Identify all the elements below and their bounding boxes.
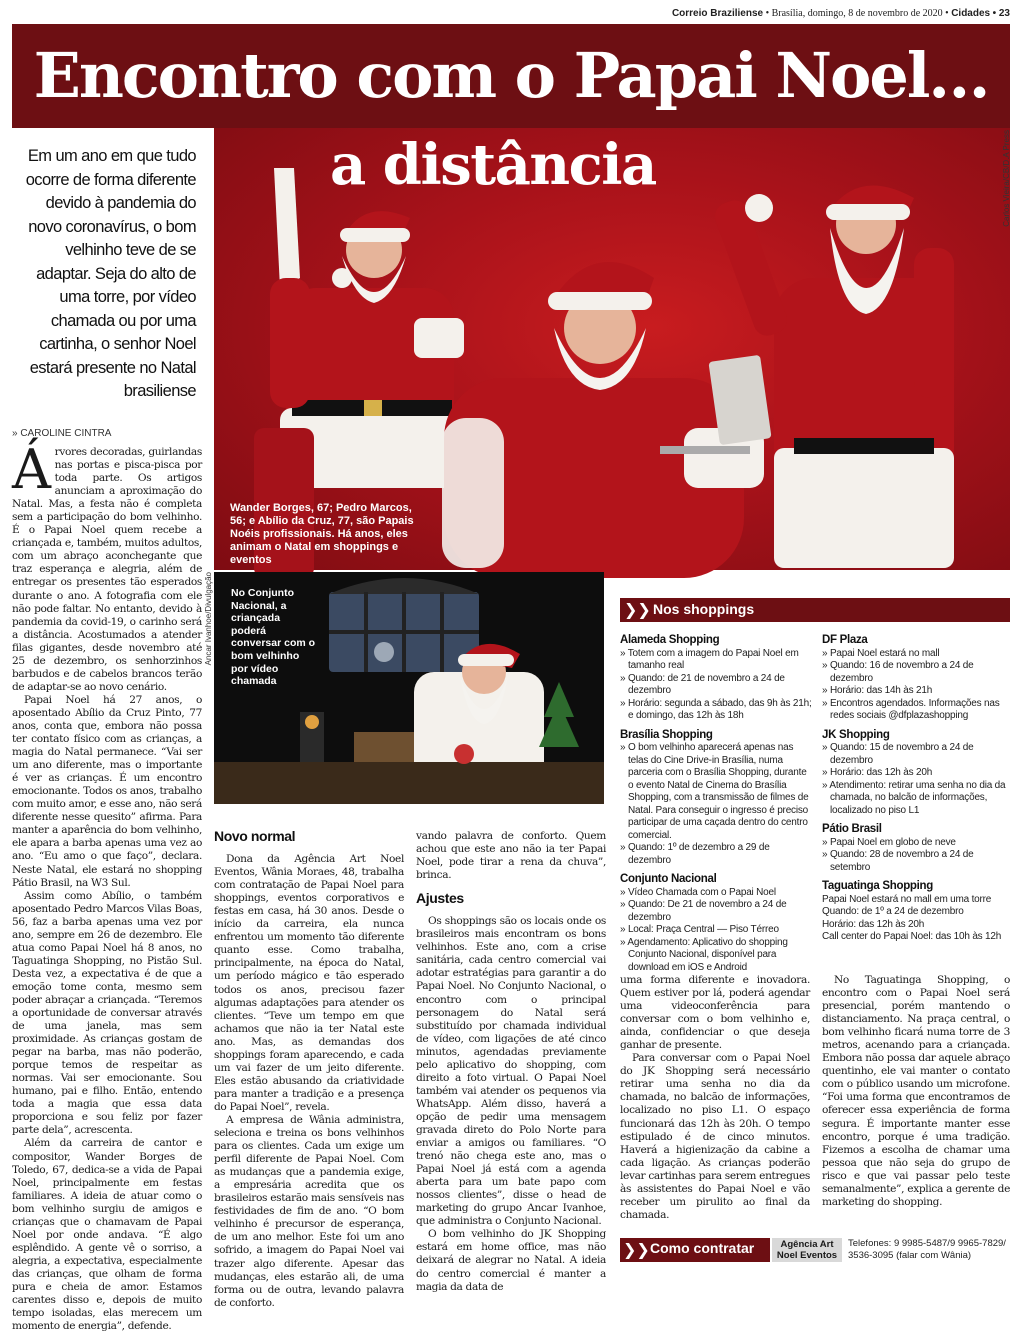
list-item: Call center do Papai Noel: das 10h às 12h [822, 931, 1002, 942]
paragraph: Assim como Abílio, o também aposentado Pedro Marcos Vilas Boas, 56, faz a barba apenas uma vez por ano, sempre em 26 de dezembro. Ele atua como Papai Noel há 8 anos, no Taguatinga Shopping, no Pistão Sul. Desta vez, a expectativa é de que a emoção tome conta, mesmo sem poder abraçar a criançada. “Teremos a oportunidade de conversar através de uma janela, mas sem proximidade. As crianças gostam de pegar na barba, mas não poderão, porque temos de respeitar as normas. Vai ser emocionante. Sou humano, pai e filho. Então, entendo toda a magia que essa data proporciona e sou feliz por fazer parte dela”, acrescenta. [12, 889, 202, 1137]
shopping-entry [822, 634, 1010, 723]
shopping-entry [822, 729, 1010, 818]
shopping-name: Taguatinga Shopping [822, 880, 933, 892]
shopping-name: DF Plaza [822, 634, 868, 646]
lede: Em um ano em que tudo ocorre de forma diferente devido à pandemia do novo coronavírus, o bom velhinho teve de se adaptar. Seja do alto de uma torre, por vídeo chamada ou por uma cartinha, o senhor Noel estará presente no Natal brasiliense [25, 147, 196, 400]
paragraph: A empresa de Wânia administra, seleciona e treina os bons velhinhos para os clientes. Cada um exige um perfil diferente de Papai Noel. Com as mudanças que a pandemia exige, a empresária acredita que os brasileiros estarão mais sensíveis nas festividades de fim de ano. “O bom velhinho é precursor de esperança, de um ano melhor. Este foi um ano sofrido, a imagem do Papai Noel vai trazer algo diferente. Apesar das mudanças, eles estarão ali, de uma forma ou de outra, levando palavra de conforto. [214, 1113, 404, 1309]
column-4 [620, 974, 810, 1234]
paragraph: O bom velhinho do JK Shopping estará em home office, mas não deixará de alegrar no Natal. A ideia do centro comercial é manter a magia da data de [416, 1228, 606, 1293]
paragraph: vando palavra de conforto. Quem achou que este ano não ia ter Papai Noel, pode tirar a rena da chuva”, brinca. [416, 830, 606, 882]
shopping-entry [822, 880, 1010, 944]
shopping-entry [620, 634, 812, 723]
headline: Encontro com o Papai Noel… [33, 39, 989, 112]
list-item: » Quando: 28 de novembro a 24 de setembro [822, 849, 974, 873]
column-1 [12, 438, 202, 1333]
conjunto-photo-caption: No Conjunto Nacional, a criançada poderá conversar com o bom velhinho por vídeo chamada [231, 587, 316, 688]
shopping-name: JK Shopping [822, 728, 890, 741]
paragraph: rvores decoradas, guirlandas nas portas e pisca-pisca por toda parte. Os artigos anunciam a aproximação do Natal. Mas, a festa não é completa sem a participação do bom velhinho. É o Papai Noel quem recebe a criançada e, também, muitos adultos, com um abraço aconchegante que traz esperança e alegria, além de entregar os presentes tão esperados durante o ano. A fotografia com ele não pode faltar. No entanto, devido à pandemia da covid-19, o carinho será a distância. Acostumados a atender filas gigantes, desde novembro até 25 de dezembro, os senhorzinhos barbudos e de cabelos brancos terão de adaptar-se ao novo cenário. [12, 446, 202, 693]
list-item: » Horário: das 14h às 21h [822, 685, 933, 696]
photo-credit-main: Carlos Vieira/CB/D.A Press [1002, 130, 1011, 227]
list-item: » Agendamento: Aplicativo do shopping Conjunto Nacional, disponível para download em iOS e Android [620, 936, 788, 973]
page-number: • 23 [992, 8, 1010, 19]
contratar-box-title: Como contratar [650, 1240, 755, 1256]
list-item: Quando: de 1º a 24 de dezembro [822, 906, 964, 917]
list-item: » Papai Noel em globo de neve [822, 836, 956, 848]
list-item: » Vídeo Chamada com o Papai Noel [620, 886, 776, 898]
shopping-entry [620, 873, 812, 974]
paper-name: Correio Braziliense [671, 8, 764, 19]
shopping-name: Brasília Shopping [620, 728, 713, 741]
list-item: Papai Noel estará no mall em uma torre [822, 893, 992, 905]
column-3 [416, 830, 606, 1293]
column-2 [214, 828, 404, 1309]
list-item: » Local: Praça Central — Piso Térreo [620, 924, 779, 935]
shopping-entry [620, 729, 812, 868]
column-5 [822, 974, 1010, 1234]
list-item: » Atendimento: retirar uma senha no dia da chamada, no balcão de informações, localizado no piso L1 [822, 779, 1006, 816]
list-item: » Encontros agendados. Informações nas redes sociais @dfplazashopping [822, 697, 1000, 721]
edition-date: • Brasília, domingo, 8 de novembro de 2020 • [765, 8, 949, 19]
shoppings-box-title: Nos shoppings [653, 601, 755, 617]
paragraph: No Taguatinga Shopping, o encontro com o Papai Noel será presencial, porém mantendo o distanciamento. Na praça central, o bom velhinho ficará numa torre de 3 metros, acenando para a criançada. Embora não possa dar aquele abraço quentinho, ele vai manter o contato com o público usando um microfone. “Foi uma forma que encontramos de oferecer essa experiência de forma segura. É importante manter esse encontro, porque é uma tradição. Fizemos a escolha de chamar uma pessoa que não seja do grupo de risco e que vai passar pelo teste semanalmente”, explica a gerente de marketing do shopping. [822, 974, 1010, 1208]
section-name: Cidades [951, 8, 991, 19]
list-item: » Totem com a imagem do Papai Noel em tamanho real [620, 647, 799, 671]
list-item: » O bom velhinho aparecerá apenas nas telas do Cine Drive-in Brasília, numa parceria com o Brasília Shopping, durante o evento Natal de Cinema do Brasília Shopping, com a transmissão de filmes de Natal. Para conseguir o ingresso é preciso participar de uma caçada dentro do centro comercial. [620, 742, 809, 841]
shopping-entry [822, 823, 1010, 874]
section-title-ajustes: Ajustes [416, 890, 464, 907]
santa-middle [442, 262, 772, 578]
list-item: » Horário: segunda a sábado, das 9h às 21h; e domingo, das 12h às 18h [620, 697, 812, 721]
chevron-icon: ❯❯ [624, 600, 651, 619]
running-head [672, 8, 1010, 19]
paragraph: Dona da Agência Art Noel Eventos, Wânia Moraes, 48, trabalha com contratação de Papai Noel para shoppings, eventos corporativos e festas em casa, há 30 anos. Desde o início da carreira, ela nunca enfrentou um momento tão diferente quanto esse. Como trabalha, principalmente, na época do Natal, um período mágico e tão esperado todos os anos, precisou fazer algumas adaptações para atender os clientes. “Teve um tempo em que achamos que não ia ter Natal este ano. Mas, as demandas dos shoppings foram aparecendo, e cada um vai fazer de um jeito diferente. Eles estão abusando da criatividade para manter a tradição e a presença do Papai Noel”, revela. [214, 853, 404, 1113]
shopping-name: Pátio Brasil [822, 823, 882, 835]
list-item: » Quando: De 21 de novembro a 24 de dezembro [620, 899, 787, 923]
chevron-icon: ❯❯ [623, 1240, 650, 1259]
list-item: » Quando: de 21 de novembro a 24 de dezembro [620, 672, 785, 696]
paragraph: Os shoppings são os locais onde os brasileiros mais encontram os bons velhinhos. Este ano, com a crise sanitária, cada centro comercial vai adotar estratégias para garantir a do Papai Noel. No Conjunto Nacional, o encontro com o principal personagem do Natal será substituído por chamada individual de vídeo, com ligações de até cinco minutos, agendadas previamente pelo aplicativo do shopping, com direito a foto virtual. O Papai Noel também vai atender os pequenos via WhatsApp. Além disso, haverá a opção de pedir uma mensagem gravada direto do Polo Norte para enviar a amigos ou familiares. “O trenó não chega este ano, mas o Papai Noel já está com a agenda aberta para um bate papo com nossos clientes”, disse o head de marketing do grupo Ancar Ivanhoe, que administra o Conjunto Nacional. [416, 915, 606, 1228]
shopping-name: Conjunto Nacional [620, 873, 717, 885]
list-item: Horário: das 12h às 20h [822, 918, 925, 930]
list-item: » Quando: 1º de dezembro a 29 de dezembro [620, 842, 770, 866]
agency-name: Agência Art Noel Eventos [772, 1238, 842, 1262]
section-title-novo-normal: Novo normal [214, 828, 296, 844]
photo-credit-conjunto: Ancar Ivanhoe/Divulgação [204, 572, 213, 666]
main-photo-caption: Wander Borges, 67; Pedro Marcos, 56; e Abílio da Cruz, 77, são Papais Noéis profissionais. Há anos, eles animam o Natal em shoppings e eventos [230, 502, 414, 566]
shoppings-list-right [822, 634, 1010, 950]
subheadline: a distância [330, 132, 656, 198]
list-item: » Quando: 15 de novembro a 24 de dezembro [822, 742, 974, 766]
list-item: » Horário: das 12h às 20h [822, 767, 933, 778]
agency-phones: Telefones: 9 9985-5487/9 9965-7829/ 3536-3095 (falar com Wânia) [848, 1238, 1006, 1261]
paragraph: Para conversar com o Papai Noel do JK Shopping será necessário retirar uma senha no dia da chamada, no balcão de informações, localizado no piso L1. O espaço funcionará das 12h às 20h. O tempo estipulado é de cinco minutos. Haverá a higienização da cabine a cada ligação. As crianças poderão levar cartinhas para serem entregues às assistentes do Papai Noel e vão receber um pirulito ao final da chamada. [620, 1052, 810, 1221]
drop-cap: Á [12, 438, 51, 501]
paragraph: Papai Noel há 27 anos, o aposentado Abílio da Cruz Pinto, 77 anos, conta que, embora não possa ter contato físico com as crianças, a magia do Natal permanece. “Vai ser um ano diferente, mas o importante é ver as crianças. É um encontro emocionante. Todos os anos, trabalho com muito amor, e esse ano, não será diferente nesse quesito” afirma. Para manter a aparência do bom velhinho, ele apara a barba apenas uma vez ao ano. “Eu amo o que faço”, declara. Neste Natal, ele estará no shopping Pátio Brasil, na W3 Sul. [12, 693, 202, 889]
paragraph: Além da carreira de cantor e compositor, Wander Borges de Toledo, 67, dedica-se a vida de Papai Noel, principalmente em festas familiares. A ideia de atuar como o bom velhinho surgiu de amigos e crianças que o chamavam de Papai Noel por onde andava. “É algo esplêndido. A gente vê o sorriso, a alegria, a expectativa, especialmente das crianças, que olham de forma pura e cheia de amor. Estamos carentes disso e, depois de muito tempo isoladas, elas merecem um momento de energia”, defende. [12, 1137, 202, 1333]
list-item: » Papai Noel estará no mall [822, 647, 940, 659]
shopping-name: Alameda Shopping [620, 634, 720, 646]
shoppings-list-left [620, 634, 812, 980]
list-item: » Quando: 16 de novembro a 24 de dezembro [822, 660, 974, 684]
byline: » CAROLINE CINTRA [12, 428, 112, 439]
paragraph: uma forma diferente e inovadora. Quem estiver por lá, poderá agendar uma videoconferência para conversar com o bom velhinho e, ainda, confidenciar o que deseja ganhar de presente. [620, 974, 810, 1052]
